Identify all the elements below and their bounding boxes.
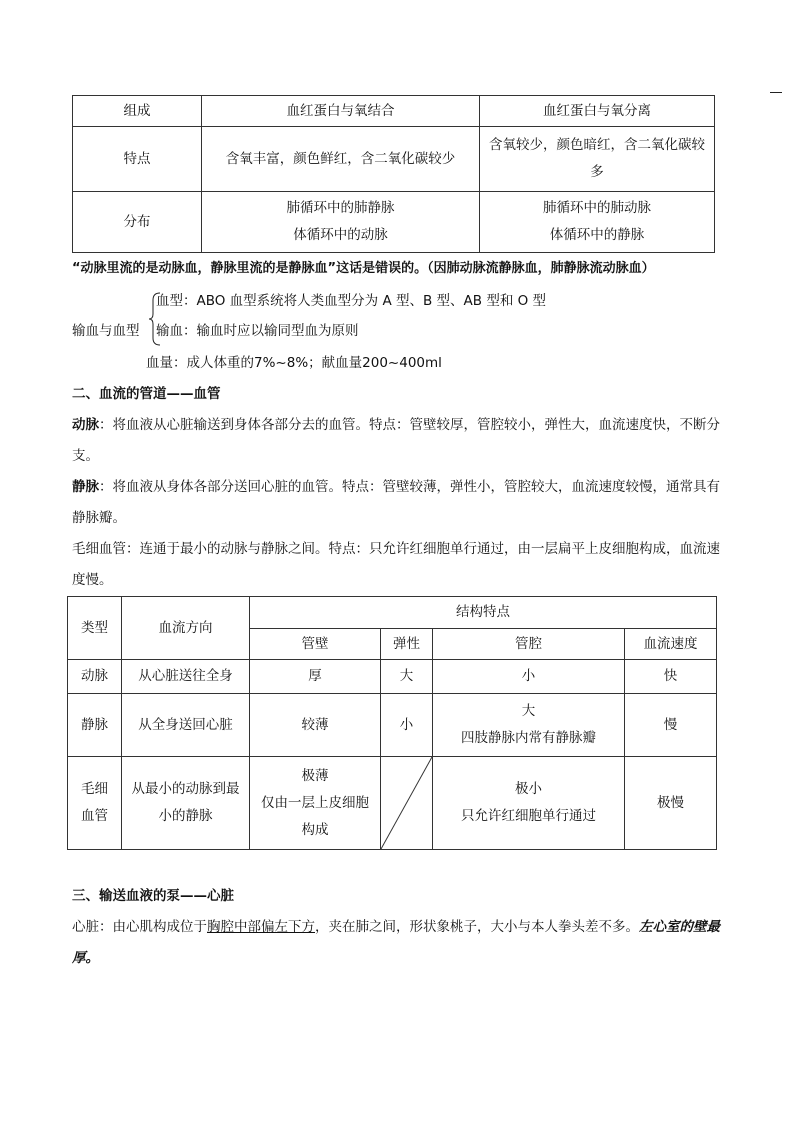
- header-arterial-blood: 血红蛋白与氧结合: [202, 96, 480, 127]
- row-label-feature: 特点: [73, 127, 202, 192]
- cell-venous-feature: 含氧较少，颜色暗红，含二氧化碳较多: [480, 127, 715, 192]
- heart-text-a: 心脏：由心肌构成位于: [72, 919, 207, 935]
- text: 四肢静脉内常有静脉瓣: [461, 730, 596, 746]
- header-type: 类型: [68, 597, 122, 660]
- header-speed: 血流速度: [625, 629, 717, 660]
- header-direction: 血流方向: [122, 597, 250, 660]
- diagonal-line: [381, 757, 432, 849]
- header-venous-blood: 血红蛋白与氧分离: [480, 96, 715, 127]
- capillary-speed: 极慢: [625, 757, 717, 850]
- header-wall: 管壁: [250, 629, 381, 660]
- artery-wall: 厚: [250, 660, 381, 694]
- text: 毛细: [81, 781, 108, 797]
- text: 从最小的动脉到最: [131, 781, 240, 797]
- vein-label: 静脉: [72, 479, 99, 495]
- text: 肺循环中的肺静脉: [286, 200, 395, 216]
- text: 体循环中的静脉: [549, 227, 645, 243]
- text: 只允许红细胞单行通过: [461, 808, 596, 824]
- text: 极小: [515, 781, 542, 797]
- heart-paragraph: [72, 912, 724, 974]
- artery-type: 动脉: [68, 660, 122, 694]
- text: 仅由一层上皮细胞: [261, 794, 369, 811]
- header-lumen: 管腔: [433, 629, 625, 660]
- artery-text: ：将血液从心脏输送到身体各部分去的血管。特点：管壁较厚，管腔较小，弹性大，血流速度快，不断分支。: [72, 417, 720, 464]
- header-structure: 结构特点: [250, 597, 717, 629]
- vessel-table: [67, 596, 717, 850]
- cell-arterial-feature: 含氧丰富，颜色鲜红，含二氧化碳较少: [202, 127, 480, 192]
- text: 体循环中的动脉: [293, 227, 388, 243]
- artery-elastic: 大: [381, 660, 433, 694]
- cell-venous-distribution: [480, 192, 715, 253]
- vein-speed: 慢: [625, 694, 717, 757]
- artery-speed: 快: [625, 660, 717, 694]
- row-label-distribution: 分布: [73, 192, 202, 253]
- heart-text-b: ，夹在肺之间，形状象桃子，大小与本人拳头差不多。: [315, 919, 639, 935]
- cell-arterial-distribution: [202, 192, 480, 253]
- artery-direction: 从心脏送往全身: [122, 660, 250, 694]
- blood-volume-line: 血量：成人体重的7%~8%；献血量200~400ml: [146, 355, 442, 371]
- text: 肺循环中的肺动脉: [543, 200, 651, 216]
- text: 小的静脉: [158, 808, 213, 824]
- header-elastic: 弹性: [381, 629, 433, 660]
- text: 构成: [301, 821, 329, 838]
- heart-location: 胸腔中部偏左下方: [207, 919, 315, 935]
- vein-text: ：将血液从身体各部分送回心脏的血管。特点：管壁较薄，弹性小，管腔较大，血流速度较慢，通常具有静脉瓣。: [72, 479, 720, 526]
- capillary-direction: [122, 757, 250, 850]
- capillary-lumen: [433, 757, 625, 850]
- capillary-paragraph: 毛细血管：连通于最小的动脉与静脉之间。特点：只允许红细胞单行通过，由一层扁平上皮细胞构成，血流速度慢。: [72, 541, 720, 588]
- artery-paragraph: [72, 410, 724, 472]
- artery-lumen: 小: [433, 660, 625, 694]
- vein-paragraph: [72, 472, 724, 534]
- artery-label: 动脉: [72, 417, 99, 433]
- transfusion-rule-line: 输血：输血时应以输同型血为原则: [156, 323, 359, 339]
- text: 极薄: [301, 767, 329, 784]
- capillary-wall: [250, 757, 381, 850]
- header-composition: 组成: [73, 96, 202, 127]
- vein-type: 静脉: [68, 694, 122, 757]
- heart-emphasis: 左心室的壁最厚。: [72, 919, 720, 966]
- blood-type-line: 血型：ABO 血型系统将人类血型分为 A 型、B 型、AB 型和 O 型: [156, 293, 547, 309]
- vein-direction: 从全身送回心脏: [122, 694, 250, 757]
- capillary-type: [68, 757, 122, 850]
- vein-wall: 较薄: [250, 694, 381, 757]
- text: 血管: [81, 808, 108, 824]
- vein-elastic: 小: [381, 694, 433, 757]
- section2-title: 二、血流的管道——血管: [72, 386, 221, 402]
- text: 大: [521, 703, 536, 719]
- capillary-elastic-empty: [381, 757, 433, 850]
- margin-mark: [770, 92, 782, 93]
- section3-title: 三、输送血液的泵——心脏: [72, 888, 234, 904]
- vein-lumen: [433, 694, 625, 757]
- blood-comparison-table: [72, 95, 715, 253]
- blood-note: “动脉里流的是动脉血，静脉里流的是静脉血”这话是错误的。（因肺动脉流静脉血，肺静脉流动脉血）: [72, 261, 655, 276]
- transfusion-label: 输血与血型: [72, 323, 140, 339]
